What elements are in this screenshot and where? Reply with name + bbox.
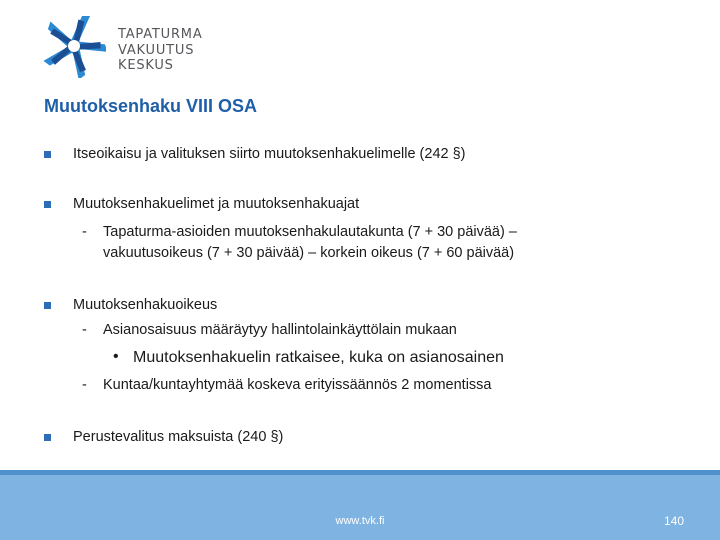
footer-accent-line: [0, 470, 720, 475]
square-bullet-icon: [44, 201, 51, 208]
dash-bullet-icon: -: [82, 322, 87, 338]
bullet-1-text: Itseoikaisu ja valituksen siirto muutoksenhakuelimelle (242 §): [73, 146, 466, 162]
square-bullet-icon: [44, 302, 51, 309]
bullet-2-sub-1-line-1: Tapaturma-asioiden muutoksenhakulautakunta (7 + 30 päivää) –: [103, 224, 517, 240]
logo-line-3: KESKUS: [118, 58, 174, 73]
page-number: 140: [664, 514, 685, 528]
bullet-3-sub-2: Kuntaa/kuntayhtymää koskeva erityissäännös 2 momentissa: [103, 377, 492, 393]
logo-line-1: TAPATURMA: [118, 27, 203, 42]
bullet-2-text: Muutoksenhakuelimet ja muutoksenhakuajat: [73, 196, 360, 212]
dot-bullet-icon: •: [113, 348, 119, 365]
dash-bullet-icon: -: [82, 377, 87, 393]
dash-bullet-icon: -: [82, 224, 87, 240]
footer-bar: [0, 470, 720, 540]
footer-website-link[interactable]: www.tvk.fi: [335, 515, 385, 527]
square-bullet-icon: [44, 151, 51, 158]
bullet-2-sub-1-line-2: vakuutusoikeus (7 + 30 päivää) – korkein oikeus (7 + 60 päivää): [103, 245, 515, 261]
bullet-3-sub-1-sub-1: Muutoksenhakuelin ratkaisee, kuka on asianosainen: [133, 349, 504, 366]
page-title: Muutoksenhaku VIII OSA: [44, 96, 258, 116]
bullet-4-text: Perustevalitus maksuista (240 §): [73, 429, 284, 445]
logo-wordmark: [118, 27, 203, 74]
square-bullet-icon: [44, 434, 51, 441]
tvk-logo-icon: [42, 14, 106, 78]
bullet-3-sub-1: Asianosaisuus määräytyy hallintolainkäyttölain mukaan: [103, 322, 457, 338]
logo-line-2: VAKUUTUS: [118, 42, 195, 58]
bullet-3-text: Muutoksenhakuoikeus: [73, 297, 218, 313]
